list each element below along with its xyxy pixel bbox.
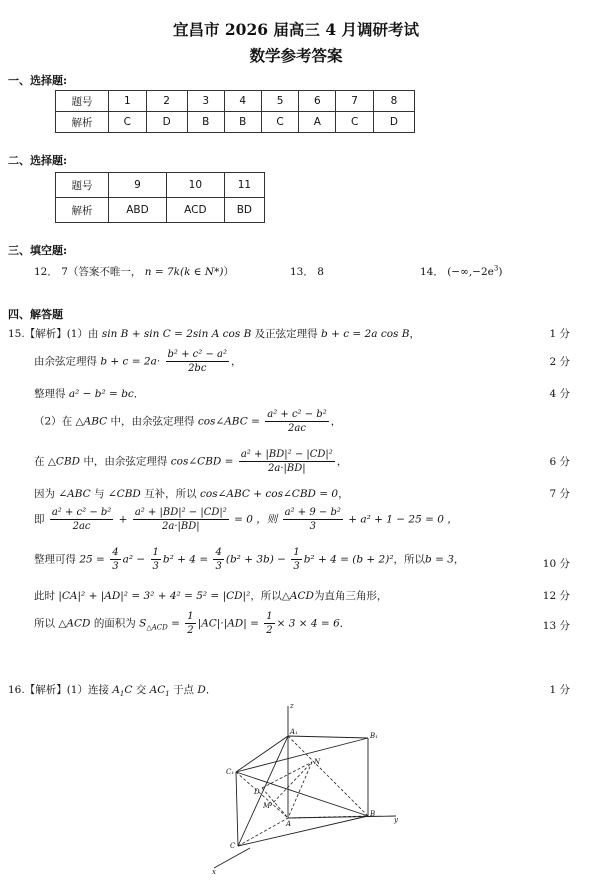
table-cell: BD (224, 198, 264, 223)
fraction-denominator: 2 (266, 625, 273, 636)
answer-q13: 13． 8 (290, 266, 324, 278)
answer-table-1 (55, 90, 415, 133)
table-row (56, 173, 265, 198)
q15-l8-formula: b = 3 (425, 553, 454, 566)
label-n: N (314, 758, 321, 766)
q15-l4-formula2: cos∠ABC = (197, 415, 260, 428)
q15-l1-formula2: b + c = 2a cos B (321, 328, 410, 340)
label-a: A (286, 820, 292, 828)
table-cell: B (224, 112, 261, 133)
q15-line-9 (34, 588, 387, 603)
score-label: 10 分 (542, 558, 570, 570)
q15-l7-eq: = 0 ，则 (234, 513, 278, 526)
fraction (213, 546, 223, 573)
q15-l3-post: ． (133, 388, 145, 400)
q16-l1-formula: A (112, 684, 120, 696)
table-cell: 9 (109, 173, 167, 198)
q15-l5-formula: △CBD (47, 455, 81, 468)
fraction (265, 408, 328, 435)
q15-l4-formula: △ABC (75, 415, 108, 428)
dash-m-n (270, 762, 312, 806)
fraction-denominator: 3 (215, 561, 222, 572)
label-y: y (394, 816, 398, 824)
q12-formula: n = 7k(k ∈ N*) (144, 266, 224, 278)
q15-l1-post: ， (409, 328, 420, 340)
q15-l5-formula2: cos∠CBD = (170, 455, 234, 468)
q15-l5-pre: 在 (34, 455, 45, 468)
q15-l7-pre: 即 (34, 513, 45, 526)
fraction (110, 546, 120, 573)
fraction-denominator: 3 (152, 561, 159, 572)
dash-n-a (288, 762, 312, 818)
score-label: 4 分 (549, 388, 570, 400)
answer-table-2 (55, 172, 265, 223)
q16-l1-formula2: AC (149, 684, 166, 696)
q15-line-5 (34, 448, 347, 475)
q14-exponent: 3 (493, 264, 499, 273)
fraction-numerator: 1 (152, 547, 159, 558)
q15-l1-mid: 及正弦定理得 (254, 328, 318, 340)
table-cell: C (109, 112, 147, 133)
table-cell: 题号 (56, 173, 109, 198)
fraction-denominator: 2a·|BD| (162, 521, 200, 532)
table-cell: 8 (373, 91, 414, 112)
exam-subtitle: 数学参考答案 (249, 46, 343, 65)
score-label: 2 分 (549, 356, 570, 368)
q15-l10-s: S (139, 617, 147, 630)
fraction-numerator: 1 (266, 611, 273, 622)
fraction (50, 506, 113, 533)
prism-figure (200, 696, 410, 876)
q15-l4-post: ， (330, 415, 342, 428)
fraction-numerator: 4 (215, 547, 222, 558)
fraction-numerator: a² + c² − b² (267, 409, 327, 420)
q15-l6-pre: 因为 (34, 488, 55, 500)
fraction-numerator: a² + |BD|² − |CD|² (240, 449, 333, 460)
fraction (239, 448, 335, 475)
table-cell: 3 (187, 91, 224, 112)
q15-line-2 (34, 348, 241, 375)
q15-l9-post: 为直角三角形， (313, 590, 388, 602)
q16-line-1 (8, 682, 216, 698)
q15-l8-c: b² + 4 = (162, 553, 209, 566)
dash-d-n (262, 762, 312, 788)
dash-c-a (238, 818, 288, 846)
q15-l6-formula3: cos∠ABC + cos∠CBD = 0 (200, 488, 339, 500)
q15-l10-sub: △ACD (146, 623, 168, 632)
q15-l10-eq: = (171, 617, 180, 630)
q15-l1-formula: sin B + sin C = 2sin A cos B (101, 328, 252, 340)
q14-close: ) (498, 266, 503, 278)
score-label: 6 分 (549, 456, 570, 468)
table-cell: 6 (299, 91, 336, 112)
q15-line-3 (34, 386, 144, 401)
q15-l9-pre: 此时 (34, 590, 55, 602)
table-cell: 10 (166, 173, 224, 198)
score-label: 7 分 (549, 488, 570, 500)
fraction-numerator: 1 (293, 547, 300, 558)
score-label: 1 分 (549, 684, 570, 696)
q16-l1-mid: 交 (135, 684, 147, 696)
fraction (291, 546, 301, 573)
label-m: M (263, 802, 271, 810)
table-cell: D (373, 112, 414, 133)
q12-prefix: 12． 7（答案不唯一， (34, 266, 142, 278)
table-cell: ABD (109, 198, 167, 223)
label-c: C (230, 842, 236, 850)
table-row (56, 112, 415, 133)
table-cell: 4 (224, 91, 261, 112)
fraction-numerator: 1 (187, 611, 194, 622)
q15-l9-formula2: △ACD (281, 590, 314, 602)
q16-l1-sub: 1 (119, 690, 125, 699)
label-b1: B₁ (370, 732, 378, 740)
q15-l4-pre: （2）在 (34, 415, 73, 428)
q16-l1-mid2: 于点 (173, 684, 195, 696)
label-c1: C₁ (226, 768, 235, 776)
exam-title: 宜昌市 2026 届高三 4 月调研考试 (172, 20, 419, 39)
q15-l8-a: 25 = (79, 553, 105, 566)
table-cell: C (336, 112, 374, 133)
q15-l8-d: (b² + 3b) − (225, 553, 286, 566)
edge-c1-c (236, 772, 238, 846)
table-cell: ACD (166, 198, 224, 223)
fraction (185, 610, 195, 637)
q15-l6-post: ， (338, 488, 349, 500)
fraction-denominator: 3 (112, 561, 119, 572)
q16-l1-sub2: 1 (165, 690, 170, 699)
q15-l6-mid2: 互补，所以 (144, 488, 197, 500)
answer-q14 (420, 264, 502, 279)
q15-l6-formula: ∠ABC (58, 488, 91, 500)
q15-line-6 (34, 486, 349, 501)
score-label: 13 分 (542, 620, 570, 632)
q16-l1-formula3: D (197, 684, 206, 696)
q15-line-1 (8, 326, 420, 341)
fraction-denominator: 2a·|BD| (268, 463, 306, 474)
table-cell: C (261, 112, 299, 133)
label-z: z (290, 702, 294, 710)
q14-text: 14． (−∞,−2e (420, 266, 494, 278)
q15-l6-mid: 与 (94, 488, 105, 500)
q16-l1-formula-b: C (124, 684, 133, 696)
q15-l10-post: ． (339, 617, 351, 630)
q15-l2-pre: 由余弦定理得 (34, 355, 97, 368)
table-cell: 2 (146, 91, 187, 112)
fraction (264, 610, 274, 637)
table-cell: 题号 (56, 91, 109, 112)
q15-l10-formula2: |AC|·|AD| = (197, 617, 259, 630)
q15-l4-mid: 中，由余弦定理得 (110, 415, 195, 428)
q15-l10-pre: 所以 (34, 617, 55, 630)
fraction-denominator: 2 (187, 625, 194, 636)
table-row (56, 91, 415, 112)
fraction-numerator: a² + |BD|² − |CD|² (134, 507, 227, 518)
score-label: 12 分 (542, 590, 570, 602)
fraction-numerator: 4 (112, 547, 119, 558)
label-b: B (370, 810, 376, 818)
q15-l8-post: ， (453, 553, 465, 566)
label-x: x (212, 868, 216, 876)
fraction (151, 546, 161, 573)
q15-l10-end: × 3 × 4 = 6 (276, 617, 340, 630)
q15-line-4 (34, 408, 341, 435)
fraction-denominator: 3 (293, 561, 300, 572)
table-cell: 11 (224, 173, 264, 198)
label-d: D (254, 788, 260, 796)
table-cell: 7 (336, 91, 374, 112)
fraction-denominator: 3 (309, 521, 316, 532)
table-cell: 1 (109, 91, 147, 112)
label-a1: A₁ (290, 728, 298, 736)
table-cell: 5 (261, 91, 299, 112)
q15-l8-mid: ，所以 (393, 553, 426, 566)
table-cell: 解析 (56, 112, 109, 133)
q15-line-8 (34, 546, 464, 573)
edge-c-b (238, 816, 368, 846)
q15-line-10 (34, 610, 350, 637)
fraction (166, 348, 229, 375)
q15-l2-formula: b + c = 2a· (100, 355, 161, 368)
q15-l2-post: ， (230, 355, 242, 368)
q15-l6-formula2: ∠CBD (107, 488, 141, 500)
table-cell: A (299, 112, 336, 133)
section-heading-solutions: 四、解答题 (8, 308, 63, 321)
x-axis (214, 848, 250, 868)
q15-l1-pre: 15.【解析】(1）由 (8, 328, 99, 340)
score-label: 1 分 (549, 328, 570, 340)
fraction (283, 506, 343, 533)
q12-suffix: ） (223, 266, 234, 278)
q15-l10-mid: 的面积为 (93, 617, 136, 630)
fraction (133, 506, 229, 533)
q15-l8-e: b² + 4 = (b + 2)² (303, 553, 394, 566)
q15-l5-post: ， (336, 455, 348, 468)
table-cell: 解析 (56, 198, 109, 223)
table-row (56, 198, 265, 223)
q15-l9-formula: |CA|² + |AD|² = 3² + 4² = 5² = |CD|² (58, 590, 251, 602)
fraction-denominator: 2bc (188, 363, 207, 374)
q15-l5-mid: 中，由余弦定理得 (83, 455, 168, 468)
answer-q12 (34, 264, 234, 279)
q15-l3-formula: a² − b² = bc (68, 388, 134, 400)
section-heading-fill: 三、填空题: (8, 244, 68, 257)
fraction-numerator: a² + c² − b² (51, 507, 112, 518)
fraction-numerator: b² + c² − a² (167, 349, 227, 360)
fraction-denominator: 2ac (72, 521, 91, 532)
q15-l3-pre: 整理得 (34, 388, 66, 400)
section-heading-multi-choice: 二、选择题: (8, 154, 68, 167)
q15-l9-mid: ，所以 (250, 590, 282, 602)
q16-l1-post: ． (205, 684, 217, 696)
q15-l10-formula: △ACD (58, 617, 91, 630)
q15-l8-b: a² − (122, 553, 146, 566)
table-cell: D (146, 112, 187, 133)
q16-l1-pre: 16.【解析】(1）连接 (8, 684, 109, 696)
fraction-numerator: a² + 9 − b² (284, 507, 341, 518)
edge-a1-c (238, 736, 288, 846)
q15-line-7 (34, 506, 458, 533)
section-heading-choice: 一、选择题: (8, 74, 68, 87)
q15-l8-pre: 整理可得 (34, 553, 76, 566)
table-cell: B (187, 112, 224, 133)
plus-sign: + (118, 513, 128, 526)
fraction-denominator: 2ac (288, 423, 306, 434)
q15-l7-post: + a² + 1 − 25 = 0 ， (348, 513, 458, 526)
